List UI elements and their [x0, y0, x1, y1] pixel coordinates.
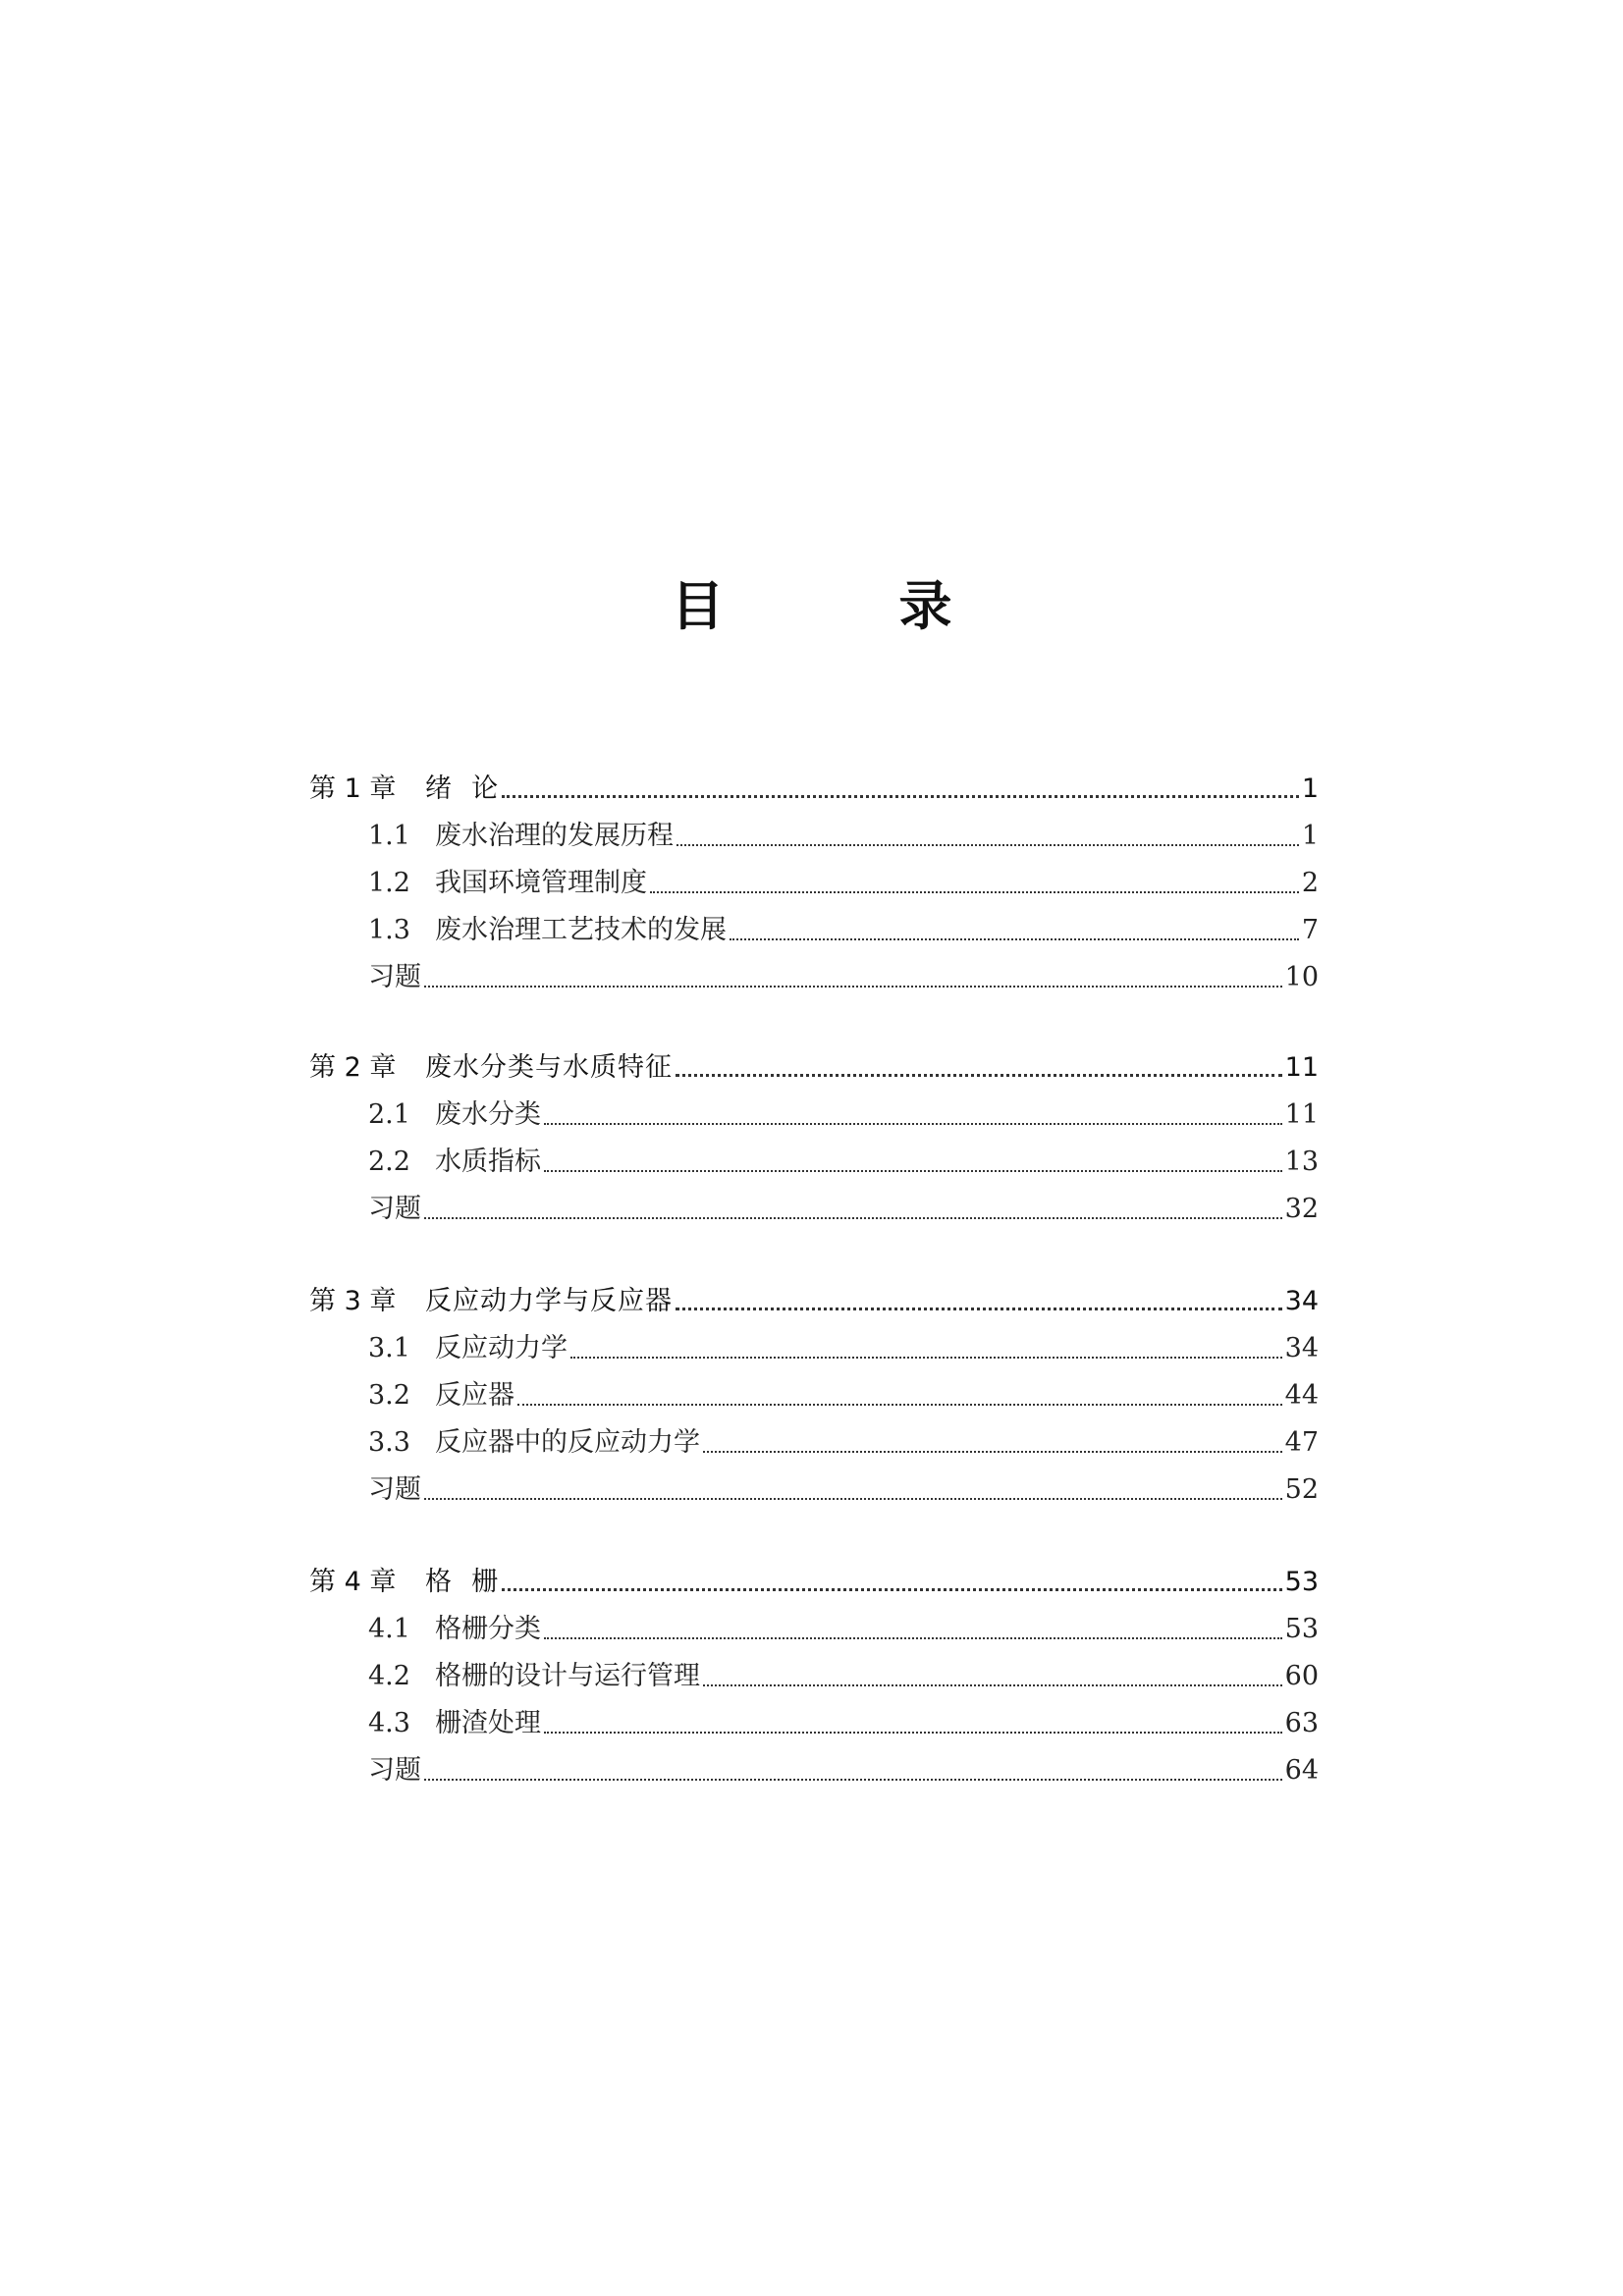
- section-page-number: 53: [1284, 1614, 1319, 1644]
- dot-leader: [676, 844, 1299, 846]
- section-page-number: 44: [1284, 1380, 1319, 1411]
- section-page-number: 13: [1284, 1147, 1319, 1177]
- section-number: 1.3: [368, 915, 410, 945]
- section-title: 反应动力学: [435, 1333, 568, 1363]
- section-number: 3.2: [368, 1380, 410, 1411]
- dot-leader: [676, 1308, 1282, 1310]
- chapter-label: 第 2 章: [309, 1052, 397, 1083]
- exercises-page-number: 10: [1284, 962, 1319, 992]
- chapter-page-number: 34: [1284, 1286, 1319, 1316]
- exercises-title: 习题: [368, 962, 421, 992]
- dot-leader: [544, 1170, 1282, 1172]
- section-title: 栅渣处理: [435, 1708, 541, 1738]
- toc-section-3-3[interactable]: [309, 1419, 1319, 1463]
- chapter-title: 反应动力学与反应器: [425, 1286, 673, 1316]
- dot-leader: [424, 1779, 1282, 1781]
- chapter-label: 第 1 章: [309, 774, 397, 804]
- chapter-title: 废水分类与水质特征: [425, 1052, 673, 1083]
- exercises-title: 习题: [368, 1474, 421, 1505]
- chapter-page-number: 1: [1301, 774, 1319, 804]
- section-page-number: 63: [1284, 1708, 1319, 1738]
- exercises-page-number: 32: [1284, 1194, 1319, 1224]
- dot-leader: [544, 1732, 1282, 1734]
- dot-leader: [650, 891, 1299, 893]
- section-page-number: 2: [1301, 868, 1319, 898]
- exercises-title: 习题: [368, 1755, 421, 1786]
- toc-exercises-2[interactable]: [309, 1186, 1319, 1229]
- section-number: 3.1: [368, 1333, 410, 1363]
- section-title: 反应器: [435, 1380, 514, 1411]
- dot-leader: [676, 1074, 1282, 1077]
- dot-leader: [570, 1357, 1282, 1359]
- toc-exercises-4[interactable]: [309, 1747, 1319, 1790]
- section-title: 格栅分类: [435, 1614, 541, 1644]
- section-number: 2.2: [368, 1147, 410, 1177]
- toc-chapter-3[interactable]: [309, 1278, 1319, 1321]
- section-page-number: 1: [1301, 821, 1319, 851]
- section-page-number: 7: [1301, 915, 1319, 945]
- toc-chapter-1[interactable]: [309, 766, 1319, 809]
- section-page-number: 60: [1284, 1661, 1319, 1691]
- toc-section-4-1[interactable]: [309, 1606, 1319, 1649]
- exercises-page-number: 64: [1284, 1755, 1319, 1786]
- toc-chapter-4[interactable]: [309, 1559, 1319, 1602]
- toc-exercises-3[interactable]: [309, 1467, 1319, 1510]
- toc-section-4-3[interactable]: [309, 1700, 1319, 1743]
- dot-leader: [424, 1498, 1282, 1500]
- dot-leader: [424, 986, 1282, 988]
- dot-leader: [544, 1637, 1282, 1639]
- section-number: 1.1: [368, 821, 410, 851]
- toc-section-4-2[interactable]: [309, 1653, 1319, 1696]
- dot-leader: [544, 1123, 1282, 1125]
- toc-section-3-2[interactable]: [309, 1372, 1319, 1415]
- toc-section-3-1[interactable]: [309, 1325, 1319, 1368]
- exercises-title: 习题: [368, 1194, 421, 1224]
- toc-section-2-1[interactable]: [309, 1092, 1319, 1135]
- section-title: 反应器中的反应动力学: [435, 1427, 700, 1458]
- dot-leader: [502, 1588, 1281, 1591]
- section-number: 2.1: [368, 1099, 410, 1130]
- toc-exercises-1[interactable]: [309, 954, 1319, 997]
- dot-leader: [424, 1217, 1282, 1219]
- chapter-title: 绪 论: [425, 774, 500, 804]
- section-title: 废水治理工艺技术的发展: [435, 915, 727, 945]
- section-page-number: 47: [1284, 1427, 1319, 1458]
- exercises-page-number: 52: [1284, 1474, 1319, 1505]
- chapter-label: 第 4 章: [309, 1567, 397, 1597]
- section-page-number: 34: [1284, 1333, 1319, 1363]
- page-title: 目 录: [671, 575, 1013, 637]
- toc-section-2-2[interactable]: [309, 1139, 1319, 1182]
- section-page-number: 11: [1284, 1099, 1319, 1130]
- section-number: 4.3: [368, 1708, 410, 1738]
- section-number: 1.2: [368, 868, 410, 898]
- section-title: 我国环境管理制度: [435, 868, 647, 898]
- dot-leader: [703, 1451, 1282, 1453]
- section-number: 4.1: [368, 1614, 410, 1644]
- toc-chapter-2[interactable]: [309, 1044, 1319, 1088]
- toc-section-1-1[interactable]: [309, 813, 1319, 856]
- section-number: 3.3: [368, 1427, 410, 1458]
- chapter-page-number: 53: [1284, 1567, 1319, 1597]
- toc-section-1-3[interactable]: [309, 907, 1319, 950]
- section-number: 4.2: [368, 1661, 410, 1691]
- dot-leader: [517, 1404, 1282, 1406]
- section-title: 格栅的设计与运行管理: [435, 1661, 700, 1691]
- toc-section-1-2[interactable]: [309, 860, 1319, 903]
- chapter-title: 格 栅: [425, 1567, 500, 1597]
- dot-leader: [730, 938, 1299, 940]
- section-title: 水质指标: [435, 1147, 541, 1177]
- dot-leader: [502, 795, 1299, 798]
- chapter-label: 第 3 章: [309, 1286, 397, 1316]
- chapter-page-number: 11: [1284, 1052, 1319, 1083]
- section-title: 废水分类: [435, 1099, 541, 1130]
- section-title: 废水治理的发展历程: [435, 821, 674, 851]
- dot-leader: [703, 1684, 1282, 1686]
